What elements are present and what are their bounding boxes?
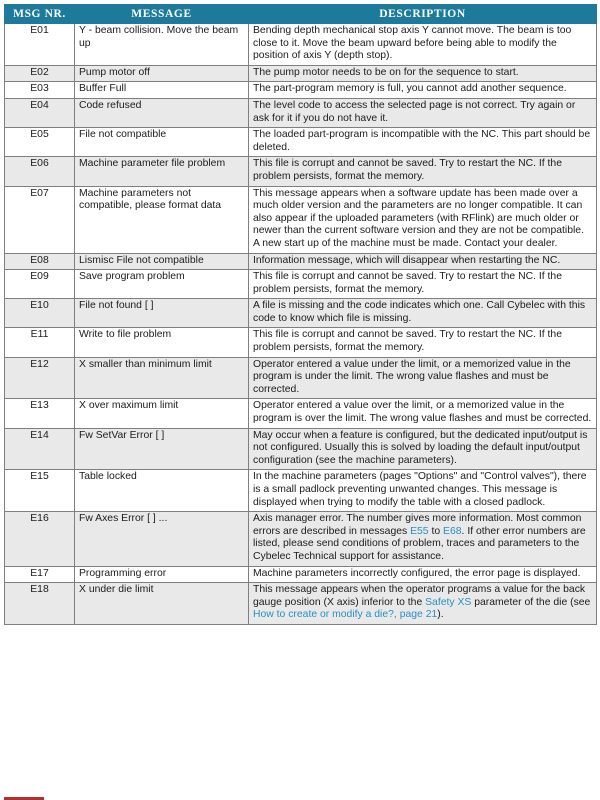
error-message: Fw Axes Error [ ] ... [75, 512, 249, 566]
table-body [5, 24, 597, 625]
description-text: This file is corrupt and cannot be saved. Try to restart the NC. If the problem persists, format the memory. [253, 271, 562, 295]
error-message: Machine parameters not compatible, please format data [75, 186, 249, 253]
error-description [249, 328, 597, 357]
error-description [249, 512, 597, 566]
error-message: Lismisc File not compatible [75, 253, 249, 270]
description-text: Operator entered a value over the limit, or a memorized value in the program is over the limit. The wrong value flashes and must be corrected. [253, 400, 592, 425]
table-row [5, 128, 597, 157]
error-message: Table locked [75, 470, 249, 512]
error-message: Programming error [75, 566, 249, 583]
error-message: File not compatible [75, 128, 249, 157]
table-row [5, 583, 597, 625]
table-row [5, 157, 597, 186]
error-message: Fw SetVar Error [ ] [75, 428, 249, 470]
error-description [249, 157, 597, 186]
error-code: E09 [5, 270, 75, 299]
error-message: Y - beam collision. Move the beam up [75, 24, 249, 66]
error-code: E06 [5, 157, 75, 186]
description-text: This message appears when the operator programs a value for the back gauge position (X axis) inferior to the [253, 584, 586, 608]
description-text: parameter of the die (see [471, 596, 591, 608]
error-message: File not found [ ] [75, 299, 249, 328]
table-row [5, 470, 597, 512]
description-link[interactable]: Safety XS [425, 596, 472, 608]
error-code: E10 [5, 299, 75, 328]
header-description: DESCRIPTION [249, 5, 597, 24]
error-message: Buffer Full [75, 82, 249, 99]
description-text: Bending depth mechanical stop axis Y cannot move. The beam is too close to it. Move the beam upward before being able to modify the position of axis Y (depth stop). [253, 25, 572, 62]
error-code: E07 [5, 186, 75, 253]
table-row [5, 299, 597, 328]
table-row [5, 399, 597, 428]
error-code: E11 [5, 328, 75, 357]
error-code: E17 [5, 566, 75, 583]
description-text: A file is missing and the code indicates which one. Call Cybelec with this code to know which file is missing. [253, 300, 586, 324]
error-description [249, 583, 597, 625]
description-text: Information message, which will disappear when restarting the NC. [253, 254, 561, 266]
description-text: Axis manager error. The number gives more information. Most common errors are described in messages [253, 513, 582, 537]
error-code: E04 [5, 98, 75, 127]
header-msg-nr: MSG NR. [5, 5, 75, 24]
description-link[interactable]: E68 [443, 525, 462, 537]
description-text: This file is corrupt and cannot be saved. Try to restart the NC. If the problem persists, format the memory. [253, 158, 562, 182]
table-row [5, 82, 597, 99]
error-code: E02 [5, 65, 75, 82]
description-text: The pump motor needs to be on for the sequence to start. [253, 66, 519, 78]
error-description [249, 24, 597, 66]
error-code: E15 [5, 470, 75, 512]
table-row [5, 357, 597, 399]
table-row [5, 24, 597, 66]
description-text: . If other error numbers are listed, please send conditions of problem, traces and parameters to the Cybelec Technical support for assistance. [253, 525, 586, 562]
table-row [5, 65, 597, 82]
error-code: E03 [5, 82, 75, 99]
description-text: Operator entered a value under the limit, or a memorized value in the program is under the limit. The wrong value flashes and must be corrected. [253, 358, 571, 395]
error-description [249, 428, 597, 470]
error-description [249, 65, 597, 82]
table-row [5, 566, 597, 583]
error-code: E12 [5, 357, 75, 399]
error-message-table [4, 4, 597, 625]
description-text: Machine parameters incorrectly configured, the error page is displayed. [253, 567, 581, 579]
error-code: E01 [5, 24, 75, 66]
error-description [249, 299, 597, 328]
table-row [5, 328, 597, 357]
error-code: E13 [5, 399, 75, 428]
error-code: E18 [5, 583, 75, 625]
error-message: X over maximum limit [75, 399, 249, 428]
error-message: Save program problem [75, 270, 249, 299]
error-description [249, 566, 597, 583]
error-code: E05 [5, 128, 75, 157]
error-message: Machine parameter file problem [75, 157, 249, 186]
error-description [249, 98, 597, 127]
description-text: The part-program memory is full, you cannot add another sequence. [253, 83, 567, 95]
error-description [249, 82, 597, 99]
error-message: Pump motor off [75, 65, 249, 82]
description-text: This file is corrupt and cannot be saved. Try to restart the NC. If the problem persists, format the memory. [253, 329, 562, 354]
header-message: MESSAGE [75, 5, 249, 24]
description-text: This message appears when a software update has been made over a much older version and the parameters are no longer compatible. It can also appear if the uploaded parameters (with RFlink) are much older or newer than the current software version and they are not be compatible. A new start up of the machine must be made. Contact your dealer. [253, 187, 584, 249]
error-description [249, 186, 597, 253]
error-code: E08 [5, 253, 75, 270]
error-code: E16 [5, 512, 75, 566]
table-row [5, 270, 597, 299]
error-description [249, 357, 597, 399]
table-header-row [5, 5, 597, 24]
error-message: Write to file problem [75, 328, 249, 357]
error-description [249, 128, 597, 157]
description-text: May occur when a feature is configured, but the dedicated input/output is not configured. Usually this is solved by loading the default input/output configuration (see the machine parameters). [253, 429, 588, 466]
table-row [5, 428, 597, 470]
error-description [249, 399, 597, 428]
error-message: X under die limit [75, 583, 249, 625]
table-row [5, 253, 597, 270]
description-text: to [428, 525, 444, 537]
description-text: ). [437, 609, 444, 621]
error-message: Code refused [75, 98, 249, 127]
description-link[interactable]: E55 [410, 525, 429, 537]
description-text: The loaded part-program is incompatible with the NC. This part should be deleted. [253, 129, 591, 153]
error-description [249, 253, 597, 270]
error-code: E14 [5, 428, 75, 470]
description-text: In the machine parameters (pages "Options" and "Control valves"), there is a small padlock preventing unwanted changes. This message is displayed when trying to modify the table with a closed padlock. [253, 471, 587, 508]
table-row [5, 512, 597, 566]
error-description [249, 470, 597, 512]
table-row [5, 98, 597, 127]
description-link[interactable]: How to create or modify a die?, page 21 [253, 609, 438, 621]
table-row [5, 186, 597, 253]
description-text: The level code to access the selected page is not correct. Try again or ask for it if you do not have it. [253, 99, 576, 124]
error-description [249, 270, 597, 299]
error-message: X smaller than minimum limit [75, 357, 249, 399]
